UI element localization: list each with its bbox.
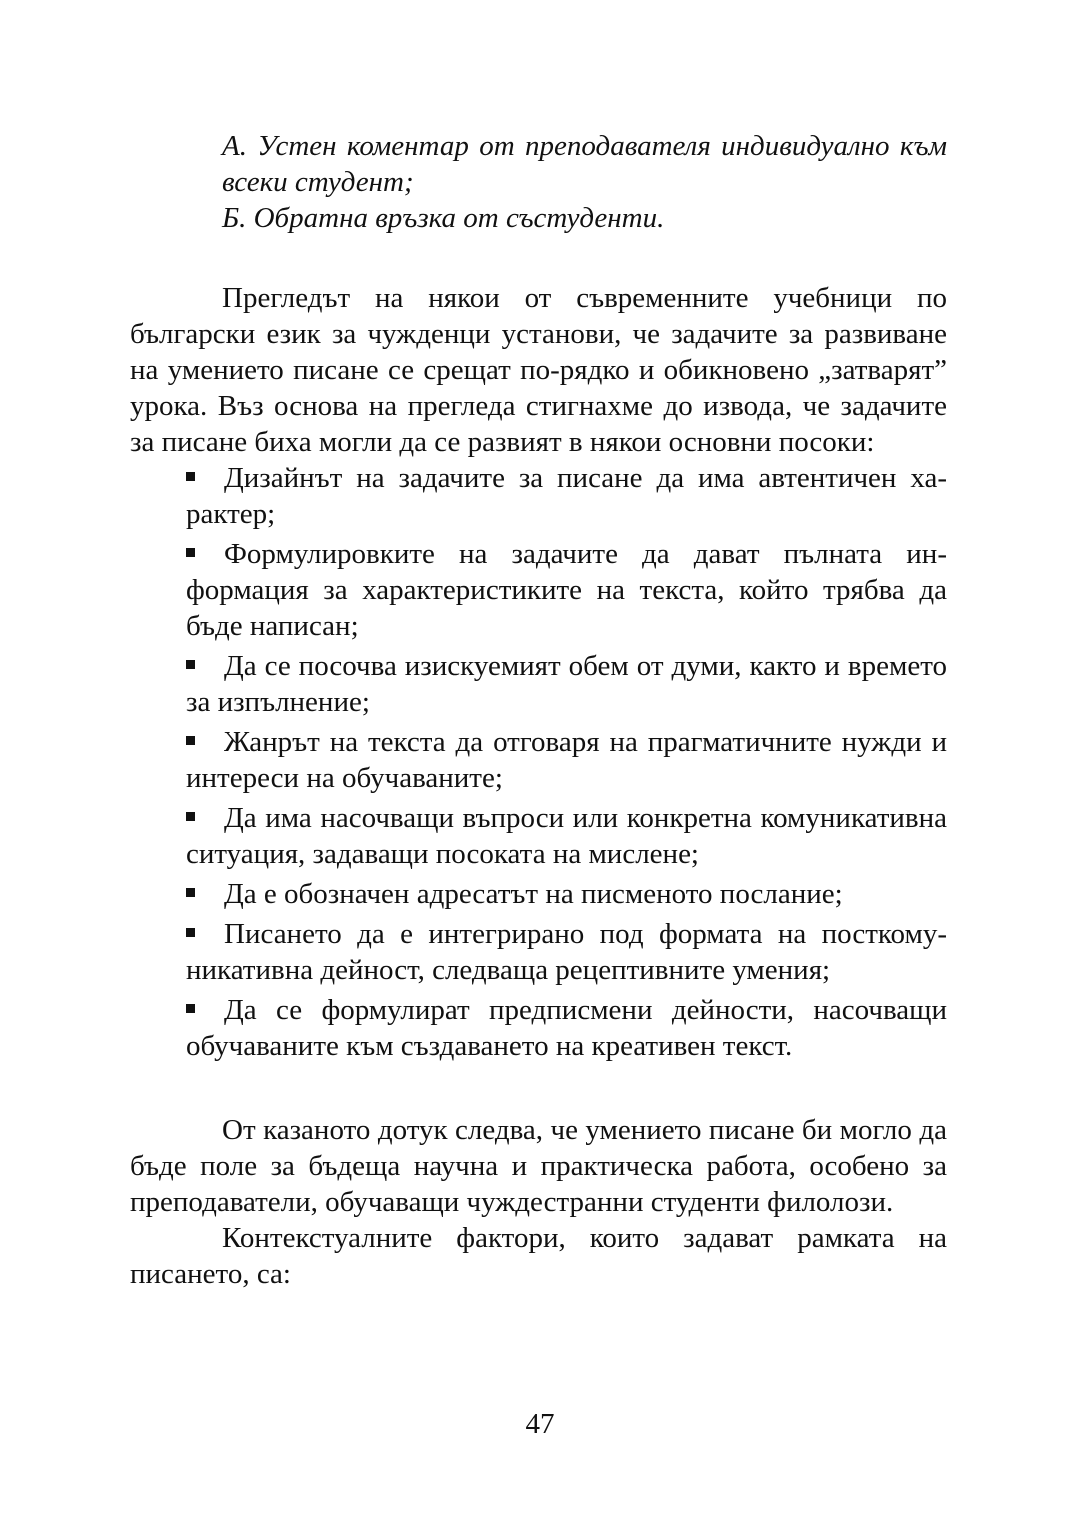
feedback-option-b: Б. Обратна връзка от състуденти. <box>222 202 665 234</box>
list-item-text: Писането да е интегрирано под формата на посткомуникативна дейност, следваща рецептивните умения; <box>186 918 947 986</box>
feedback-options <box>130 128 947 236</box>
square-bullet-icon <box>186 888 195 897</box>
list-item-text: Да има насочващи въпроси или конкретна комуникативна ситуация, задаващи посоката на мислене; <box>186 802 947 870</box>
list-item-text: Дизайнът на задачите за писане да има автентичен характер; <box>186 462 947 530</box>
spacer <box>130 1068 947 1112</box>
page-number: 47 <box>525 1408 555 1440</box>
list-item <box>186 800 947 872</box>
square-bullet-icon <box>186 736 195 745</box>
list-item-text: Да е обозначен адресатът на писменото послание; <box>224 878 843 910</box>
spacer <box>130 236 947 280</box>
square-bullet-icon <box>186 548 195 557</box>
square-bullet-icon <box>186 1004 195 1013</box>
square-bullet-icon <box>186 472 195 481</box>
list-item <box>186 536 947 644</box>
page-content <box>130 128 947 1292</box>
square-bullet-icon <box>186 660 195 669</box>
paragraph-conclusion: От казаното дотук следва, че умението писане би могло да бъде поле за бъдеща научна и практическа работа, особено за преподаватели, обучаващи чуждестранни студенти филолози. <box>130 1114 947 1218</box>
list-item <box>186 460 947 532</box>
writing-tasks-list <box>130 460 947 1064</box>
list-item <box>186 876 947 912</box>
list-item-text: Жанрът на текста да отговаря на прагматичните нужди и интереси на обучаваните; <box>186 726 947 794</box>
list-item <box>186 648 947 720</box>
paragraph-textbook-review: Прегледът на някои от съвременните учебници по български език за чужденци установи, че задачите за развиване на умението писане се срещат по-рядко и обикновено „затварят” урока. Въз основа на прегледа стигнахме до извода, че задачите за писане биха могли да се развият в някои основни посоки: <box>130 282 947 458</box>
list-item <box>186 724 947 796</box>
paragraph-context-factors: Контекстуалните фактори, които задават рамката на писането, са: <box>130 1222 947 1290</box>
list-item-text: Да се формулират предписмени дейности, насочващи обучаваните към създаването на креативен текст. <box>186 994 947 1062</box>
list-item <box>186 916 947 988</box>
list-item-text: Формулировките на задачите да дават пълната информация за характеристиките на текста, който трябва да бъде написан; <box>186 538 947 642</box>
list-item-text: Да се посочва изискуемият обем от думи, както и времето за изпълнение; <box>186 650 947 718</box>
list-item <box>186 992 947 1064</box>
square-bullet-icon <box>186 812 195 821</box>
square-bullet-icon <box>186 928 195 937</box>
feedback-option-a: А. Устен коментар от преподавателя индивидуално към всеки студент; <box>222 130 947 198</box>
